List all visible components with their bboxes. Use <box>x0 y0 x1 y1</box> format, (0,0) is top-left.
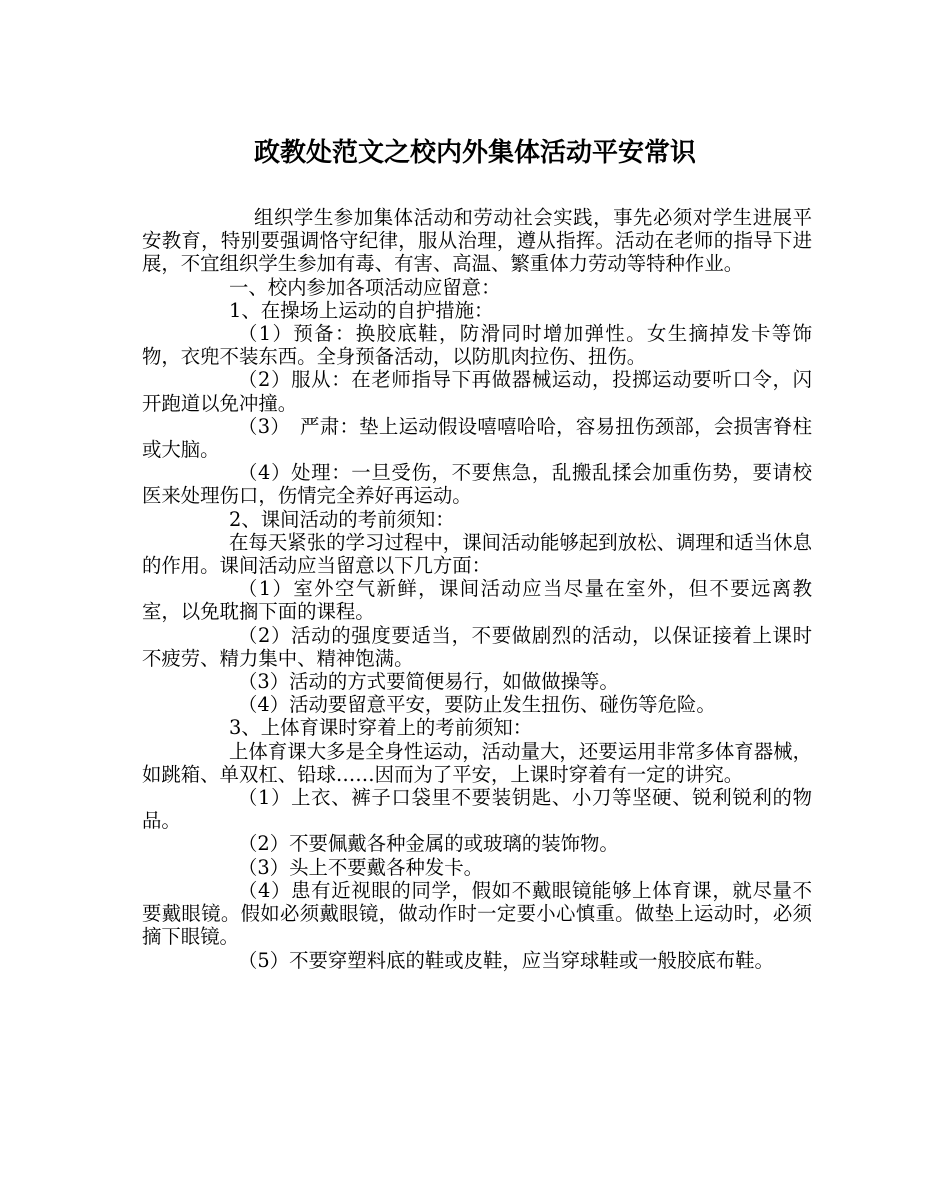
subsection-heading-pe-clothing: 3、上体育课时穿着上的考前须知： <box>229 716 533 740</box>
list-item: （3）头上不要戴各种发卡。 <box>238 855 484 879</box>
list-item: （4）患有近视眼的同学，假如不戴眼镜能够上体育课，就尽量不要戴眼镜。假如必须戴眼镜，做动作时一定要小心慎重。做垫上运动时，必须摘下眼镜。 <box>142 878 812 949</box>
list-item: （1）预备：换胶底鞋，防滑同时增加弹性。女生摘掉发卡等饰物，衣兜不装东西。全身预备活动，以防肌肉拉伤、扭伤。 <box>142 322 812 369</box>
list-item: （3） 严肃：垫上运动假设嘻嘻哈哈，容易扭伤颈部，会损害脊柱或大脑。 <box>142 414 812 462</box>
body-paragraph: 在每天紧张的学习过程中，课间活动能够起到放松、调理和适当休息的作用。课间活动应当留意以下几方面： <box>142 530 812 578</box>
list-item: （3）活动的方式要简便易行，如做做操等。 <box>238 670 619 694</box>
list-item: （4）活动要留意平安，要防止发生扭伤、碰伤等危险。 <box>238 693 716 717</box>
list-item: （1）上衣、裤子口袋里不要装钥匙、小刀等坚硬、锐利锐利的物品。 <box>142 786 812 833</box>
list-item: （2）服从：在老师指导下再做器械运动，投掷运动要听口令，闪开跑道以免冲撞。 <box>142 368 812 415</box>
document-body <box>142 206 812 972</box>
list-item: （2）活动的强度要适当，不要做剧烈的活动，以保证接着上课时不疲劳、精力集中、精神饱满。 <box>142 623 812 670</box>
body-paragraph: 上体育课大多是全身性运动，活动量大，还要运用非常多体育器械，如跳箱、单双杠、铅球……因而为了平安，上课时穿着有一定的讲究。 <box>142 739 812 786</box>
list-item: （2）不要佩戴各种金属的或玻璃的装饰物。 <box>238 832 619 856</box>
intro-paragraph: 组织学生参加集体活动和劳动社会实践，事先必须对学生进展平安教育，特别要强调恪守纪律，服从治理，遵从指挥。活动在老师的指导下进展，不宜组织学生参加有毒、有害、高温、繁重体力劳动等特种作业。 <box>142 206 812 276</box>
list-item: （1）室外空气新鲜，课间活动应当尽量在室外，但不要远离教室，以免耽搁下面的课程。 <box>142 577 812 624</box>
list-item: （5）不要穿塑料底的鞋或皮鞋，应当穿球鞋或一般胶底布鞋。 <box>238 948 774 972</box>
subsection-heading-playground: 1、在操场上运动的自护措施： <box>229 298 494 322</box>
document-title: 政教处范文之校内外集体活动平安常识 <box>253 138 696 168</box>
subsection-heading-recess: 2、课间活动的考前须知： <box>229 507 455 531</box>
section-heading-campus-activities: 一、校内参加各项活动应留意： <box>229 275 501 299</box>
list-item: （4）处理：一旦受伤，不要焦急，乱搬乱揉会加重伤势，要请校医来处理伤口，伤情完全养好再运动。 <box>142 461 812 508</box>
